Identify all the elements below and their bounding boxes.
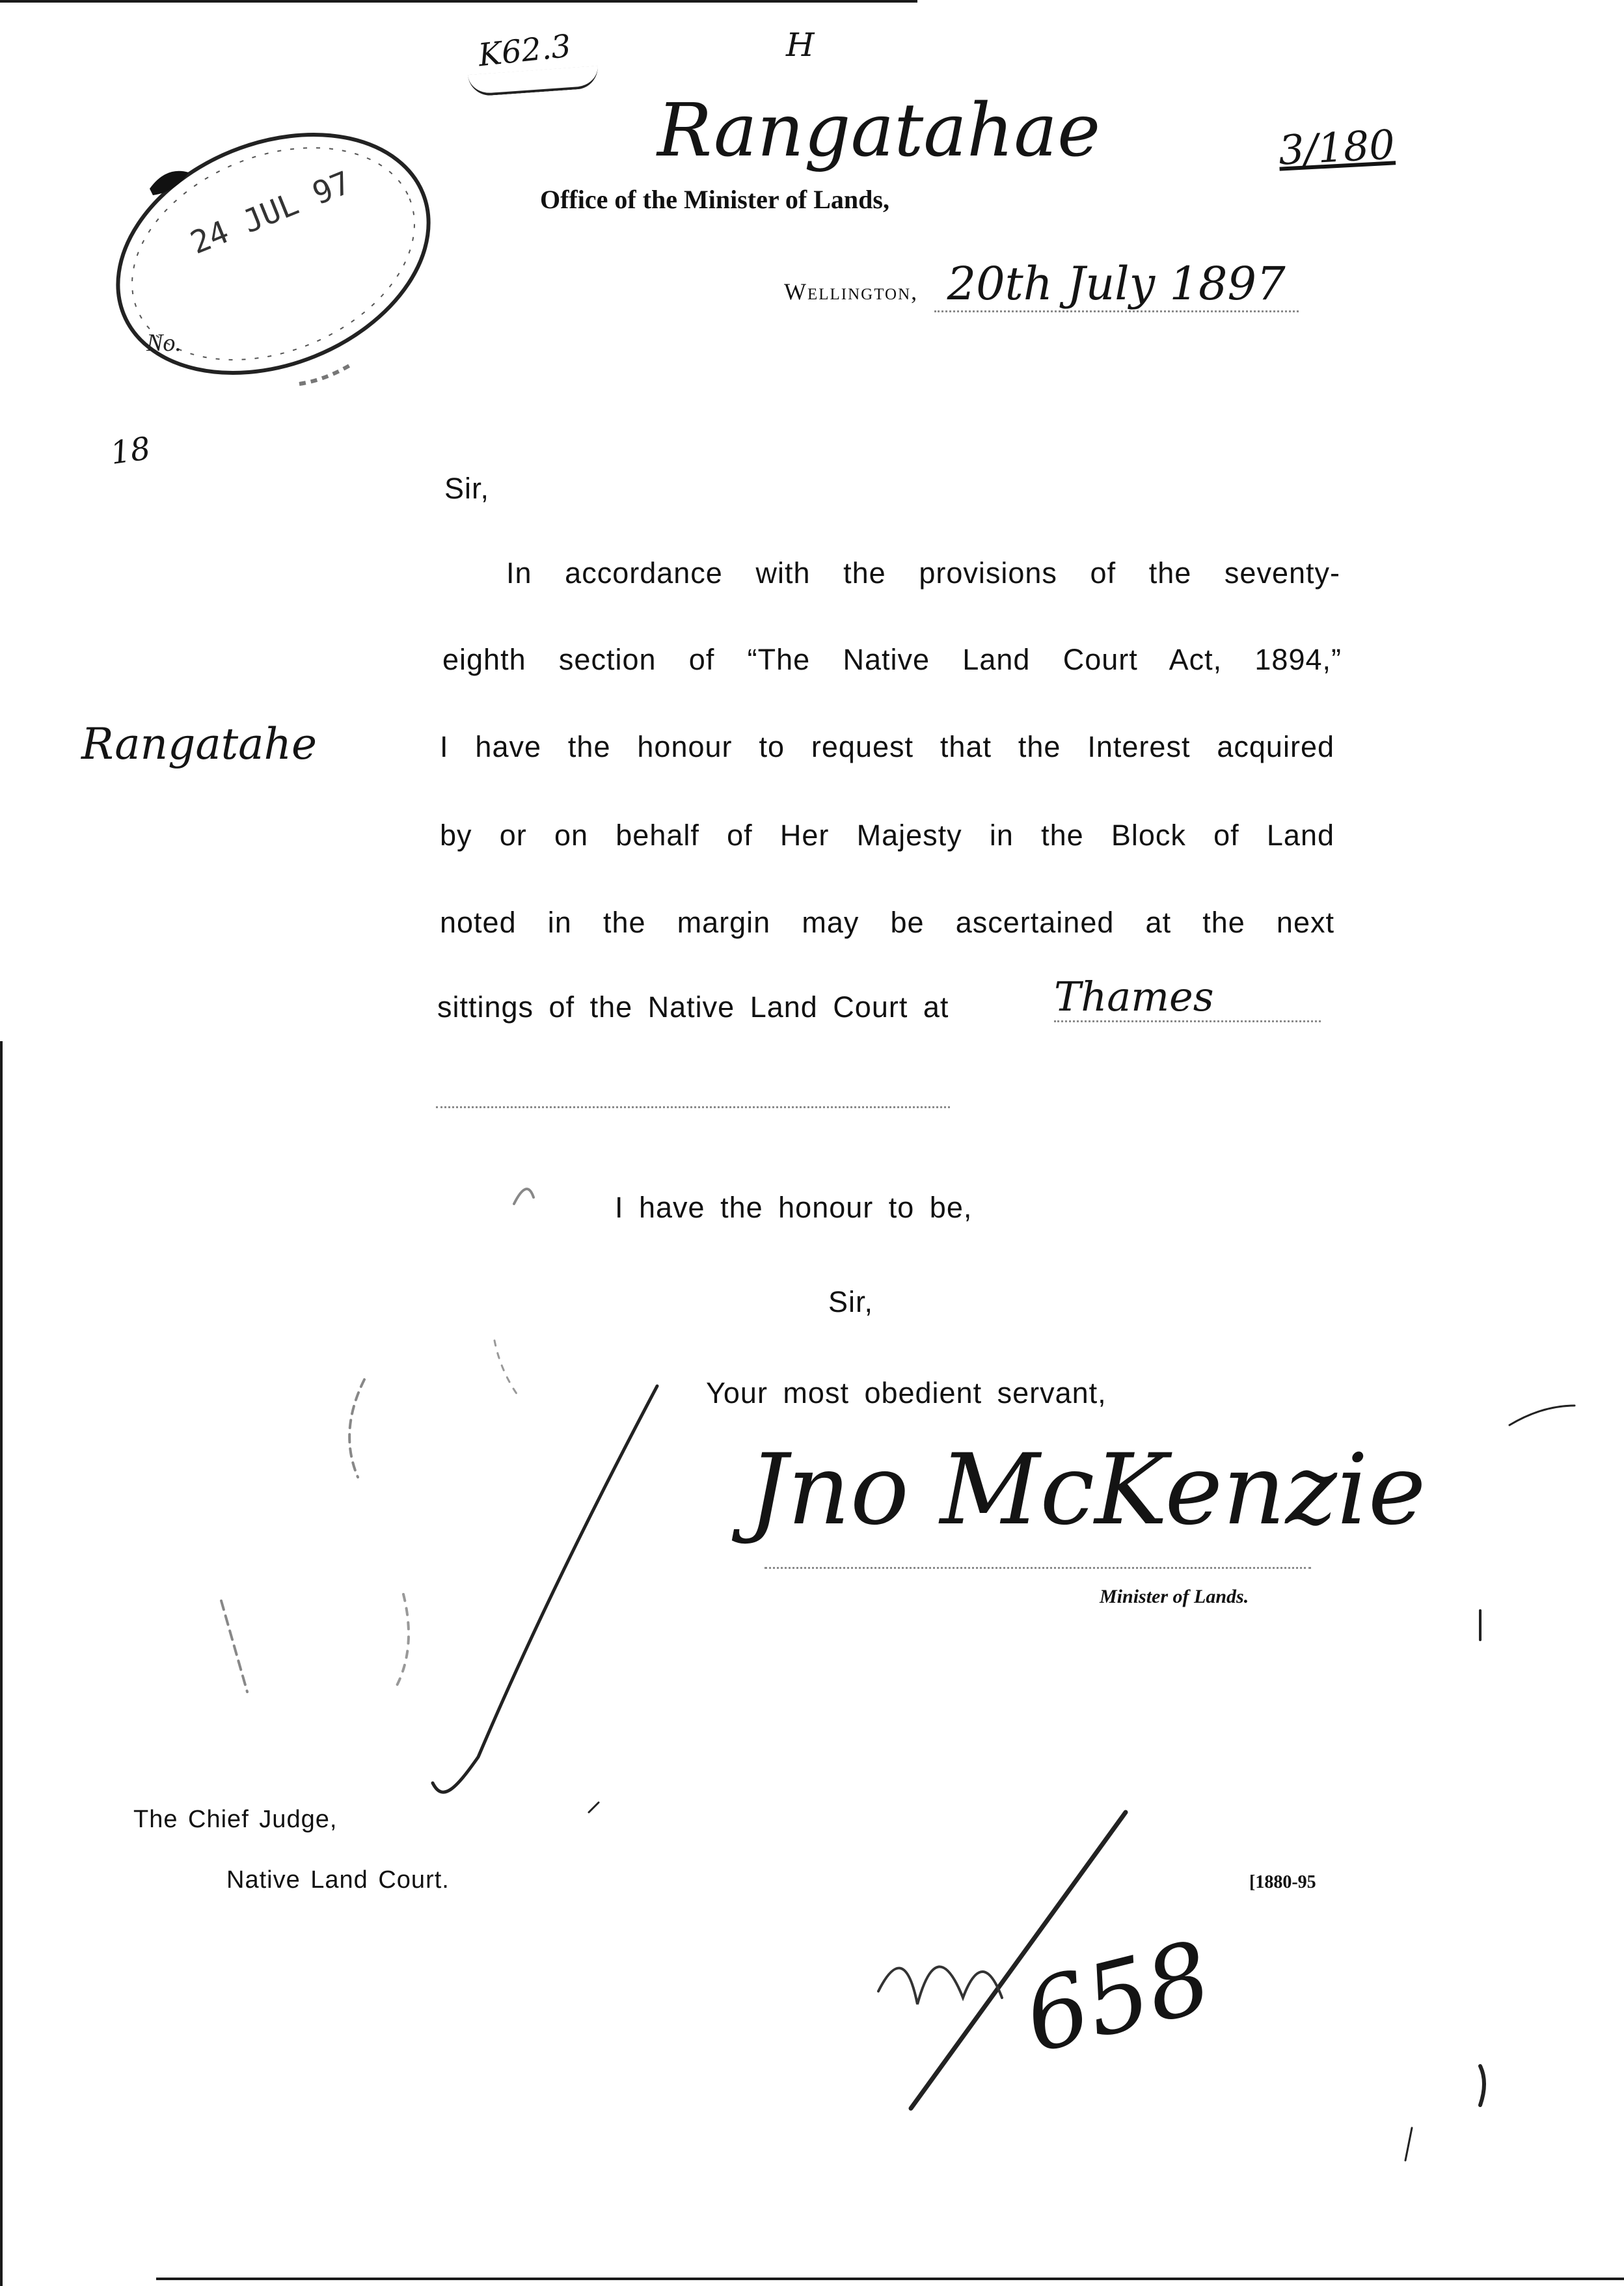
dateline: [784, 257, 1299, 312]
scan-edge-bottom: [156, 2278, 1624, 2280]
margin-block-name: Rangatahe: [81, 719, 318, 769]
blank-fill-line: [436, 1106, 950, 1108]
stamp-date: 24 JUL 97: [185, 164, 357, 262]
salutation: Sir,: [444, 472, 490, 505]
closing-line-2: Sir,: [828, 1285, 874, 1318]
block-name-heading: Rangatahae: [657, 88, 1101, 173]
body-line-4: by or on behalf of Her Majesty in the Block of Land: [440, 819, 1334, 852]
file-reference: K62.3: [476, 27, 573, 74]
signature: Jno McKenzie: [748, 1434, 1426, 1547]
body-line-5: noted in the margin may be ascertained at the next: [440, 906, 1334, 939]
body-line-3: I have the honour to request that the Interest acquired: [440, 730, 1334, 763]
stamp-no-label: No.: [146, 329, 182, 357]
addressee-line-1: The Chief Judge,: [133, 1806, 338, 1833]
body-line-6: [437, 990, 949, 1024]
addressee-line-2: Native Land Court.: [226, 1866, 450, 1894]
signer-title: Minister of Lands.: [1100, 1586, 1249, 1607]
scan-edge-left: [0, 1041, 3, 2286]
place-name: Wellington,: [784, 279, 919, 305]
scan-edge-top: [0, 0, 917, 3]
annotation-number: 658: [1014, 1920, 1223, 2076]
form-reference: [1880-95: [1249, 1872, 1316, 1892]
closing-line-3: Your most obedient servant,: [706, 1376, 1107, 1409]
date-handwritten: 20th July 1897: [934, 257, 1299, 312]
received-stamp: [104, 111, 442, 397]
closing-line-1: I have the honour to be,: [615, 1191, 973, 1224]
body-line-2: eighth section of “The Native Land Court Act, 1894,”: [442, 643, 1342, 676]
signature-line: [765, 1567, 1311, 1569]
letter-mark: H: [786, 26, 815, 64]
reference-number: 3/180: [1277, 120, 1396, 174]
body-line-1: In accordance with the provisions of the seventy-: [506, 556, 1340, 590]
office-line: Office of the Minister of Lands,: [540, 185, 889, 214]
body-line-6-text: sittings of the Native Land Court at: [437, 990, 949, 1024]
court-place-handwritten: Thames: [1054, 973, 1321, 1022]
margin-number: 18: [108, 430, 153, 472]
